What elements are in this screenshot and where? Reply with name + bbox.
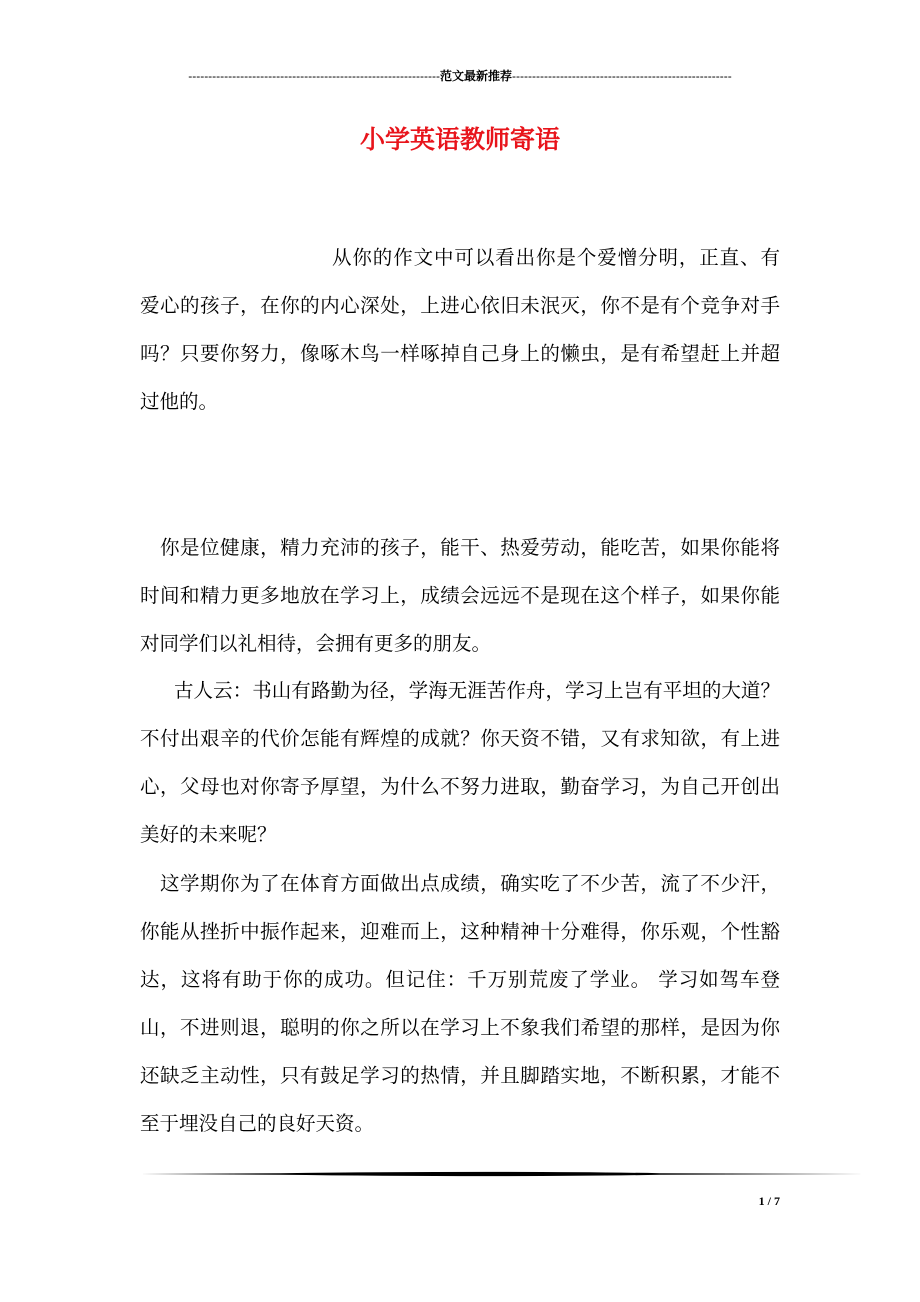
page-header: [140, 68, 780, 84]
footer-rule-shape: [140, 1172, 864, 1176]
header-left-dashes: ---------------------------------------------------------------: [188, 69, 440, 83]
paragraph-2: 你是位健康，精力充沛的孩子，能干、热爱劳动，能吃苦，如果你能将时间和精力更多地放在学习上，成绩会远远不是现在这个样子，如果你能对同学们以礼相待，会拥有更多的朋友。: [140, 536, 780, 655]
paragraph-4: 这学期你为了在体育方面做出点成绩，确实吃了不少苦，流了不少汗，你能从挫折中振作起来，迎难而上，这种精神十分难得，你乐观，个性豁达，这将有助于你的成功。但记住：千万别荒废了学业。 学习如驾车登山，不进则退，聪明的你之所以在学习上不象我们希望的那样，是因为你还缺乏主动性，只有鼓足学习的热情，并且脚踏实地，不断积累，才能不至于埋没自己的良好天资。: [140, 872, 780, 1135]
paragraph-3: 古人云：书山有路勤为径，学海无涯苦作舟，学习上岂有平坦的大道？不付出艰辛的代价怎能有辉煌的成就？你天资不错，又有求知欲，有上进心，父母也对你寄予厚望，为什么不努力进取，勤奋学习，为自己开创出美好的未来呢？: [140, 679, 780, 846]
page-number: 1 / 7: [758, 1194, 780, 1208]
header-label: 范文最新推荐: [439, 69, 512, 83]
document-title: 小学英语教师寄语: [359, 125, 560, 154]
paragraph-1: 从你的作文中可以看出你是个爱憎分明，正直、有爱心的孩子，在你的内心深处，上进心依旧未泯灭，你不是有个竞争对手吗？只要你努力，像啄木鸟一样啄掉自己身上的懒虫，是有希望赶上并超过他的。: [140, 246, 780, 413]
header-right-dashes: -------------------------------------------------------: [511, 69, 732, 83]
footer-rule: [140, 1170, 864, 1178]
